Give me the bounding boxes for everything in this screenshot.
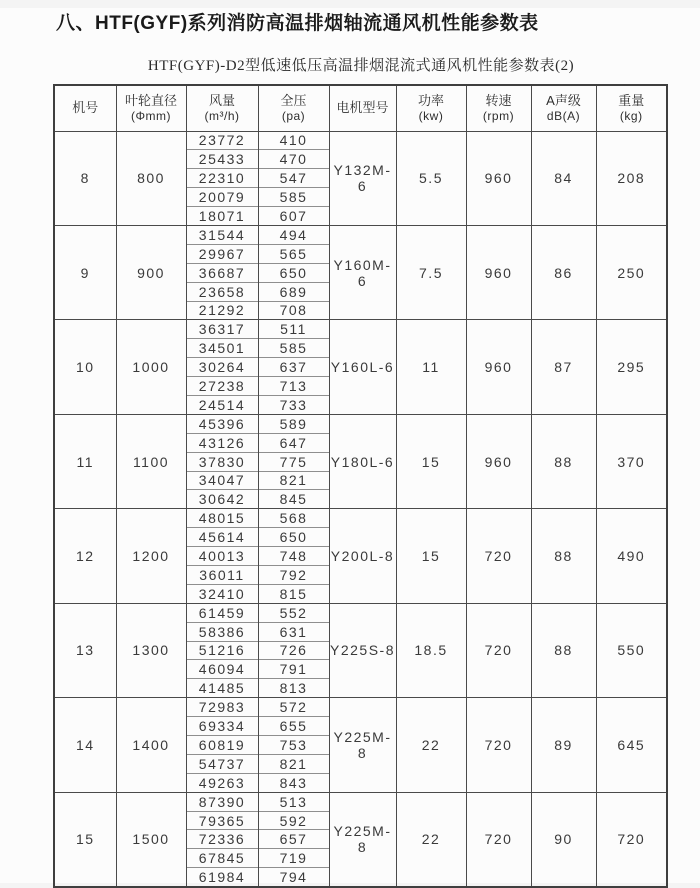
- table-row: [54, 792, 667, 811]
- pressure-cell: 572: [258, 698, 329, 717]
- power-cell: 22: [396, 698, 466, 792]
- flow-cell: 34501: [186, 339, 258, 358]
- pressure-cell: 733: [258, 395, 329, 414]
- pressure-cell: 470: [258, 150, 329, 169]
- flow-cell: 36011: [186, 565, 258, 584]
- pressure-cell: 689: [258, 282, 329, 301]
- motor-model-cell: Y160L-6: [329, 320, 396, 414]
- column-header: 叶轮直径 (Φmm): [116, 85, 186, 131]
- flow-cell: 23658: [186, 282, 258, 301]
- impeller-diameter-cell: 800: [116, 131, 186, 225]
- flow-cell: 29967: [186, 244, 258, 263]
- flow-cell: 41485: [186, 679, 258, 698]
- machine-no-cell: 12: [54, 509, 116, 603]
- flow-cell: 45614: [186, 528, 258, 547]
- table-header-row: [54, 85, 667, 131]
- flow-cell: 30264: [186, 358, 258, 377]
- flow-cell: 43126: [186, 433, 258, 452]
- machine-no-cell: 15: [54, 792, 116, 886]
- speed-cell: 720: [466, 509, 531, 603]
- column-header: 转速 (rpm): [466, 85, 531, 131]
- table-subtitle: HTF(GYF)-D2型低速低压高温排烟混流式通风机性能参数表(2): [147, 58, 575, 74]
- table-row: [54, 698, 667, 717]
- impeller-diameter-cell: 1000: [116, 320, 186, 414]
- flow-cell: 51216: [186, 641, 258, 660]
- noise-level-cell: 90: [531, 792, 596, 886]
- pressure-cell: 815: [258, 584, 329, 603]
- pressure-cell: 708: [258, 301, 329, 320]
- noise-level-cell: 89: [531, 698, 596, 792]
- pressure-cell: 719: [258, 849, 329, 868]
- pressure-cell: 845: [258, 490, 329, 509]
- motor-model-cell: Y132M-6: [329, 131, 396, 225]
- machine-no-cell: 9: [54, 225, 116, 319]
- table-row: [54, 320, 667, 339]
- flow-cell: 23772: [186, 131, 258, 150]
- pressure-cell: 511: [258, 320, 329, 339]
- flow-cell: 49263: [186, 773, 258, 792]
- column-header: A声级 dB(A): [531, 85, 596, 131]
- weight-cell: 550: [596, 603, 667, 697]
- pressure-cell: 547: [258, 169, 329, 188]
- flow-cell: 21292: [186, 301, 258, 320]
- column-header: 电机型号: [329, 85, 396, 131]
- motor-model-cell: Y160M-6: [329, 225, 396, 319]
- flow-cell: 61459: [186, 603, 258, 622]
- pressure-cell: 843: [258, 773, 329, 792]
- flow-cell: 87390: [186, 792, 258, 811]
- motor-model-cell: Y225M-8: [329, 698, 396, 792]
- pressure-cell: 513: [258, 792, 329, 811]
- impeller-diameter-cell: 1100: [116, 414, 186, 508]
- pressure-cell: 607: [258, 207, 329, 226]
- flow-cell: 48015: [186, 509, 258, 528]
- flow-cell: 37830: [186, 452, 258, 471]
- pressure-cell: 657: [258, 830, 329, 849]
- motor-model-cell: Y200L-8: [329, 509, 396, 603]
- pressure-cell: 775: [258, 452, 329, 471]
- flow-cell: 22310: [186, 169, 258, 188]
- pressure-cell: 565: [258, 244, 329, 263]
- pressure-cell: 655: [258, 717, 329, 736]
- weight-cell: 250: [596, 225, 667, 319]
- weight-cell: 295: [596, 320, 667, 414]
- flow-cell: 18071: [186, 207, 258, 226]
- table-row: [54, 131, 667, 150]
- impeller-diameter-cell: 1500: [116, 792, 186, 886]
- pressure-cell: 748: [258, 547, 329, 566]
- document-page: [0, 8, 700, 883]
- motor-model-cell: Y225M-8: [329, 792, 396, 886]
- speed-cell: 960: [466, 414, 531, 508]
- table-row: [54, 225, 667, 244]
- flow-cell: 45396: [186, 414, 258, 433]
- speed-cell: 960: [466, 225, 531, 319]
- flow-cell: 20079: [186, 188, 258, 207]
- noise-level-cell: 88: [531, 603, 596, 697]
- flow-cell: 36687: [186, 263, 258, 282]
- pressure-cell: 585: [258, 339, 329, 358]
- flow-cell: 30642: [186, 490, 258, 509]
- flow-cell: 79365: [186, 811, 258, 830]
- table-row: [54, 509, 667, 528]
- power-cell: 7.5: [396, 225, 466, 319]
- speed-cell: 720: [466, 698, 531, 792]
- pressure-cell: 794: [258, 868, 329, 887]
- flow-cell: 69334: [186, 717, 258, 736]
- power-cell: 11: [396, 320, 466, 414]
- pressure-cell: 589: [258, 414, 329, 433]
- column-header: 风量 (m³/h): [186, 85, 258, 131]
- impeller-diameter-cell: 900: [116, 225, 186, 319]
- flow-cell: 25433: [186, 150, 258, 169]
- noise-level-cell: 88: [531, 509, 596, 603]
- column-header: 全压 (pa): [258, 85, 329, 131]
- pressure-cell: 726: [258, 641, 329, 660]
- impeller-diameter-cell: 1400: [116, 698, 186, 792]
- noise-level-cell: 84: [531, 131, 596, 225]
- flow-cell: 67845: [186, 849, 258, 868]
- power-cell: 15: [396, 509, 466, 603]
- fan-performance-table: [53, 84, 668, 888]
- machine-no-cell: 10: [54, 320, 116, 414]
- pressure-cell: 650: [258, 528, 329, 547]
- pressure-cell: 410: [258, 131, 329, 150]
- speed-cell: 960: [466, 320, 531, 414]
- speed-cell: 720: [466, 603, 531, 697]
- pressure-cell: 552: [258, 603, 329, 622]
- pressure-cell: 585: [258, 188, 329, 207]
- column-header: 重量 (kg): [596, 85, 667, 131]
- flow-cell: 60819: [186, 736, 258, 755]
- machine-no-cell: 8: [54, 131, 116, 225]
- flow-cell: 61984: [186, 868, 258, 887]
- flow-cell: 36317: [186, 320, 258, 339]
- pressure-cell: 813: [258, 679, 329, 698]
- flow-cell: 31544: [186, 225, 258, 244]
- pressure-cell: 821: [258, 754, 329, 773]
- flow-cell: 58386: [186, 622, 258, 641]
- noise-level-cell: 86: [531, 225, 596, 319]
- column-header: 功率 (kw): [396, 85, 466, 131]
- speed-cell: 960: [466, 131, 531, 225]
- noise-level-cell: 88: [531, 414, 596, 508]
- weight-cell: 208: [596, 131, 667, 225]
- power-cell: 22: [396, 792, 466, 886]
- flow-cell: 54737: [186, 754, 258, 773]
- flow-cell: 46094: [186, 660, 258, 679]
- flow-cell: 72983: [186, 698, 258, 717]
- flow-cell: 40013: [186, 547, 258, 566]
- weight-cell: 490: [596, 509, 667, 603]
- weight-cell: 645: [596, 698, 667, 792]
- machine-no-cell: 13: [54, 603, 116, 697]
- pressure-cell: 792: [258, 565, 329, 584]
- page-title: 八、HTF(GYF)系列消防高温排烟轴流通风机性能参数表: [56, 13, 539, 34]
- flow-cell: 72336: [186, 830, 258, 849]
- motor-model-cell: Y180L-6: [329, 414, 396, 508]
- noise-level-cell: 87: [531, 320, 596, 414]
- speed-cell: 720: [466, 792, 531, 886]
- pressure-cell: 568: [258, 509, 329, 528]
- pressure-cell: 713: [258, 377, 329, 396]
- machine-no-cell: 14: [54, 698, 116, 792]
- pressure-cell: 821: [258, 471, 329, 490]
- power-cell: 18.5: [396, 603, 466, 697]
- pressure-cell: 753: [258, 736, 329, 755]
- flow-cell: 34047: [186, 471, 258, 490]
- pressure-cell: 647: [258, 433, 329, 452]
- pressure-cell: 791: [258, 660, 329, 679]
- table-row: [54, 603, 667, 622]
- flow-cell: 32410: [186, 584, 258, 603]
- power-cell: 5.5: [396, 131, 466, 225]
- column-header: 机号: [54, 85, 116, 131]
- pressure-cell: 592: [258, 811, 329, 830]
- weight-cell: 370: [596, 414, 667, 508]
- weight-cell: 720: [596, 792, 667, 886]
- machine-no-cell: 11: [54, 414, 116, 508]
- table-row: [54, 414, 667, 433]
- pressure-cell: 650: [258, 263, 329, 282]
- flow-cell: 27238: [186, 377, 258, 396]
- power-cell: 15: [396, 414, 466, 508]
- impeller-diameter-cell: 1200: [116, 509, 186, 603]
- flow-cell: 24514: [186, 395, 258, 414]
- pressure-cell: 494: [258, 225, 329, 244]
- pressure-cell: 631: [258, 622, 329, 641]
- motor-model-cell: Y225S-8: [329, 603, 396, 697]
- pressure-cell: 637: [258, 358, 329, 377]
- impeller-diameter-cell: 1300: [116, 603, 186, 697]
